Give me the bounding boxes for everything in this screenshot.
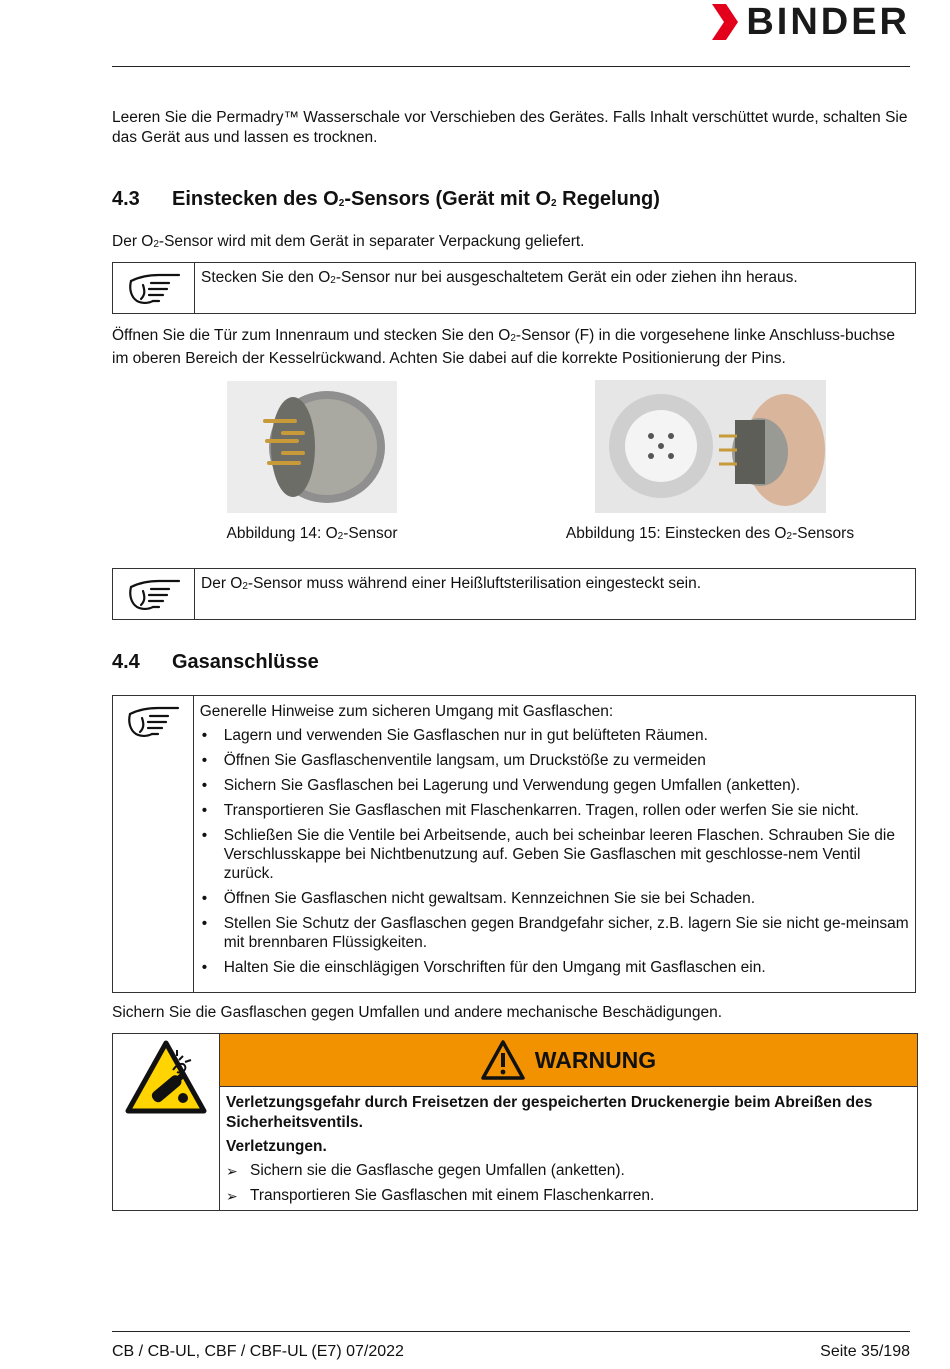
guidelines-content xyxy=(194,696,915,992)
gas-cylinder-hazard-icon xyxy=(125,1040,207,1114)
consequence-text: Verletzungen. xyxy=(226,1138,327,1155)
note-text: Der $O_2$-Sensor muss während einer Heißluftsterilisation eingesteckt sein. xyxy=(201,575,702,592)
list-item: • Halten Sie die einschlägigen Vorschriften für den Umgang mit Gasflaschen ein. xyxy=(200,958,909,977)
warning-triangle-icon xyxy=(481,1040,525,1080)
warning-body xyxy=(220,1087,917,1217)
list-item: • Öffnen Sie Gasflaschen nicht gewaltsam. Kennzeichnen Sie sie bei Schaden. xyxy=(200,889,909,908)
list-item: • Transportieren Sie Gasflaschen mit Flaschenkarren. Tragen, rollen oder werfen Sie sie nicht. xyxy=(200,801,909,820)
instruction-paragraph: Öffnen Sie die Tür zum Innenraum und stecken Sie den $O_2$-Sensor (F) in die vorgesehene linke Anschluss-buchse im oberen Bereich der Kesselrückwand. Achten Sie dabei auf die korrekte Positionierung der Pins. xyxy=(112,327,896,367)
list-item: • Sichern Sie Gasflaschen bei Lagerung und Verwendung gegen Umfallen (anketten). xyxy=(200,776,909,795)
note-box-sensor-off xyxy=(112,262,916,314)
measures-list xyxy=(226,1161,911,1206)
warning-header xyxy=(220,1034,917,1087)
figure-15-caption: Abbildung 15: Einstecken des $O_2$-Sensors xyxy=(565,525,855,542)
section-43-heading: 4.3 Einstecken des $O_2$-Sensors (Gerät mit $O_2$ Regelung) xyxy=(112,188,660,210)
footer-page-number: Seite 35/198 xyxy=(820,1343,910,1360)
section-number: 4.4 xyxy=(112,651,140,673)
delivery-text: Der $O_2$-Sensor wird mit dem Gerät in separater Verpackung geliefert. xyxy=(112,233,585,250)
o2-sensor-photo xyxy=(227,381,397,513)
gas-cylinder-guidelines-box xyxy=(112,695,916,993)
secure-cylinders-text: Sichern Sie die Gasflaschen gegen Umfallen und andere mechanische Beschädigungen. xyxy=(112,1004,723,1021)
figure-14-caption: Abbildung 14: $O_2$-Sensor xyxy=(226,525,398,542)
section-title: Gasanschlüsse xyxy=(172,651,319,673)
section-number: 4.3 xyxy=(112,188,140,210)
header-rule xyxy=(112,66,910,67)
binder-logo-mark xyxy=(712,4,738,40)
warning-content xyxy=(220,1034,917,1210)
guidelines-list xyxy=(200,726,909,977)
binder-logo xyxy=(712,2,910,42)
intro-paragraph: Leeren Sie die Permadry™ Wasserschale vor Verschieben des Gerätes. Falls Inhalt verschüttet wurde, schalten Sie das Gerät aus und lassen es trocknen. xyxy=(112,109,908,146)
note-box-sterilisation xyxy=(112,568,916,620)
footer-rule xyxy=(112,1331,910,1332)
pointing-hand-icon xyxy=(113,696,194,992)
list-item: • Stellen Sie Schutz der Gasflaschen gegen Brandgefahr sicher, z.B. lagern Sie sie nicht ge-meinsam mit brennbaren Flüssigkeiten. xyxy=(200,914,909,952)
list-item: • Öffnen Sie Gasflaschenventile langsam, um Druckstöße zu vermeiden xyxy=(200,751,909,770)
warning-icon-cell xyxy=(113,1034,220,1210)
note-text: Stecken Sie den $O_2$-Sensor nur bei ausgeschaltetem Gerät ein oder ziehen ihn heraus. xyxy=(201,269,798,286)
list-item: • Schließen Sie die Ventile bei Arbeitsende, auch bei scheinbar leeren Flaschen. Schrauben Sie die Verschlusskappe bei Nichtbenutzung auf. Geben Sie Gasflaschen mit geschlosse-nem Ventil zurück. xyxy=(200,826,909,883)
list-item: ➢ Sichern sie die Gasflasche gegen Umfallen (anketten). xyxy=(226,1161,911,1181)
footer-document-id: CB / CB-UL, CBF / CBF-UL (E7) 07/2022 xyxy=(112,1343,404,1360)
guidelines-intro: Generelle Hinweise zum sicheren Umgang mit Gasflaschen: xyxy=(199,703,614,720)
sensor-insertion-photo xyxy=(595,380,826,513)
section-44-heading xyxy=(112,651,319,674)
pointing-hand-icon xyxy=(113,263,195,313)
list-item: • Lagern und verwenden Sie Gasflaschen nur in gut belüfteten Räumen. xyxy=(200,726,909,745)
warning-box xyxy=(112,1033,918,1211)
warning-label: WARNUNG xyxy=(534,1046,657,1073)
brand-name: BINDER xyxy=(746,0,910,43)
hazard-text: Verletzungsgefahr durch Freisetzen der gespeicherten Druckenergie beim Abreißen des Sicherheitsventils. xyxy=(226,1094,873,1131)
pointing-hand-icon xyxy=(113,569,195,619)
list-item: ➢ Transportieren Sie Gasflaschen mit einem Flaschenkarren. xyxy=(226,1186,911,1206)
